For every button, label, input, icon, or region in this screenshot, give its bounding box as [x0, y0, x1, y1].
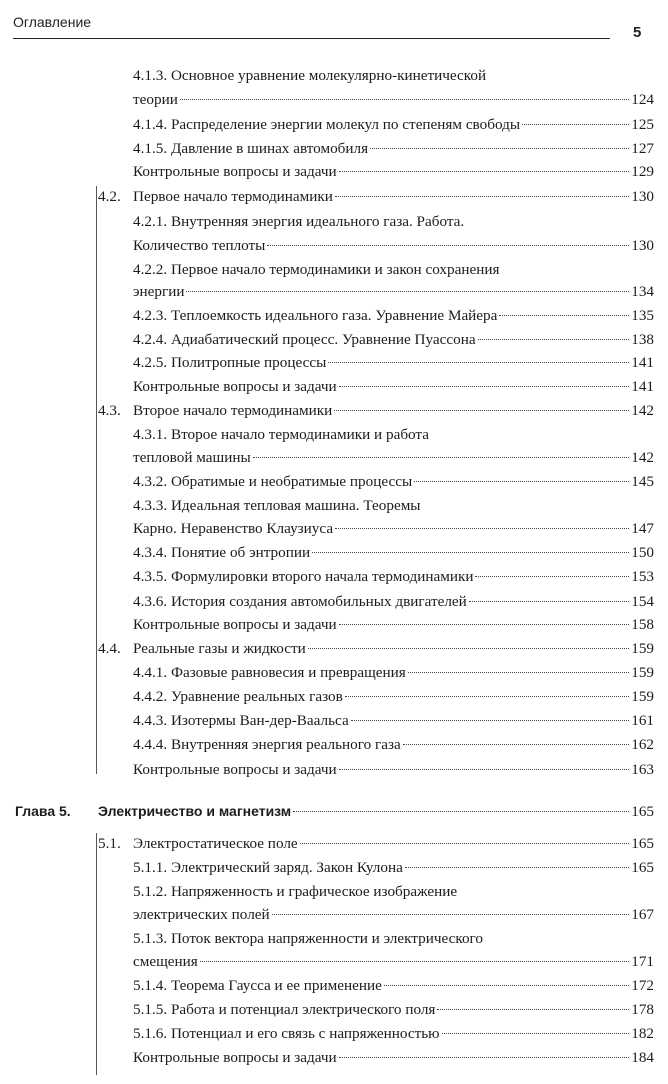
leader-dots	[334, 410, 629, 411]
toc-entry-title: Контрольные вопросы и задачи	[133, 378, 337, 395]
toc-entry-title: 4.4.4. Внутренняя энергия реального газа	[133, 736, 401, 753]
leader-dots	[339, 624, 630, 625]
toc-page: 167	[631, 906, 654, 923]
toc-page: 145	[631, 473, 654, 490]
toc-page: 162	[631, 736, 654, 753]
toc-entry[interactable]	[0, 304, 668, 328]
toc-section[interactable]	[0, 399, 668, 423]
toc-entry-title: Реальные газы и жидкости	[133, 640, 306, 657]
toc-section[interactable]	[0, 832, 668, 856]
toc-entry-title-line1: 4.2.2. Первое начало термодинамики и закон сохранения	[133, 261, 500, 278]
toc-page: 125	[631, 116, 654, 133]
toc-page: 129	[631, 163, 654, 180]
toc-entry[interactable]	[0, 758, 668, 782]
toc-entry-title: 4.3.5. Формулировки второго начала термодинамики	[133, 568, 474, 585]
toc-page: 178	[631, 1001, 654, 1018]
leader-dots	[335, 196, 629, 197]
toc-section-number: 4.4.	[98, 640, 121, 657]
toc-entry-title: 4.1.4. Распределение энергии молекул по степеням свободы	[133, 116, 521, 133]
toc-entry-title: Контрольные вопросы и задачи	[133, 761, 337, 778]
toc-page: 130	[631, 188, 654, 205]
toc-entry-title: электрических полей	[133, 906, 270, 923]
toc-entry-title: теории	[133, 91, 178, 108]
toc-chapter-number: Глава 5.	[15, 803, 71, 819]
leader-dots	[339, 171, 630, 172]
toc-page: 161	[631, 712, 654, 729]
toc-entry-title: Первое начало термодинамики	[133, 188, 333, 205]
leader-dots	[293, 811, 629, 812]
toc-page: 147	[631, 520, 654, 537]
toc-entry-line2[interactable]	[0, 903, 668, 927]
toc-entry[interactable]	[0, 613, 668, 637]
toc-section[interactable]	[0, 185, 668, 209]
toc-entry-line2[interactable]	[0, 446, 668, 470]
leader-dots	[186, 291, 629, 292]
toc-entry[interactable]	[0, 375, 668, 399]
toc-entry-line2[interactable]	[0, 517, 668, 541]
toc-page: 154	[631, 593, 654, 610]
toc-entry[interactable]	[0, 423, 668, 447]
toc-entry[interactable]	[0, 160, 668, 184]
toc-entry[interactable]	[0, 685, 668, 709]
toc-entry[interactable]	[0, 733, 668, 757]
toc-entry-title-line1: 4.3.3. Идеальная тепловая машина. Теоремы	[133, 497, 421, 514]
leader-dots	[267, 245, 629, 246]
toc-page: 163	[631, 761, 654, 778]
leader-dots	[300, 843, 630, 844]
toc-page: 150	[631, 544, 654, 561]
leader-dots	[180, 99, 629, 100]
toc-entry[interactable]	[0, 1022, 668, 1046]
toc-entry-title: Количество теплоты	[133, 237, 266, 254]
toc-page: 172	[631, 977, 654, 994]
toc-section-number: 4.2.	[98, 188, 121, 205]
leader-dots	[522, 124, 629, 125]
toc-page: 134	[631, 283, 654, 300]
leader-dots	[442, 1033, 630, 1034]
toc-entry-title: тепловой машины	[133, 449, 251, 466]
leader-dots	[312, 552, 629, 553]
leader-dots	[478, 339, 630, 340]
leader-dots	[335, 528, 629, 529]
toc-page: 142	[631, 449, 654, 466]
toc-entry-title: 4.4.2. Уравнение реальных газов	[133, 688, 343, 705]
leader-dots	[345, 696, 629, 697]
toc-entry-title: 4.4.1. Фазовые равновесия и превращения	[133, 664, 406, 681]
toc-section-number: 5.1.	[98, 835, 121, 852]
toc-entry-title: 4.2.3. Теплоемкость идеального газа. Уравнение Майера	[133, 307, 498, 324]
toc-entry-title: 4.3.4. Понятие об энтропии	[133, 544, 311, 561]
toc-page: 165	[631, 803, 654, 820]
leader-dots	[272, 914, 630, 915]
toc-entry[interactable]	[0, 565, 668, 589]
toc-entry[interactable]	[0, 113, 668, 137]
toc-entry[interactable]	[0, 974, 668, 998]
toc-entry[interactable]	[0, 709, 668, 733]
leader-dots	[351, 720, 630, 721]
leader-dots	[414, 481, 629, 482]
leader-dots	[308, 648, 629, 649]
toc-entry-title: Электростатическое поле	[133, 835, 298, 852]
leader-dots	[200, 961, 629, 962]
toc-page: 165	[631, 835, 654, 852]
toc-entry-title: Контрольные вопросы и задачи	[133, 1049, 337, 1066]
running-header	[13, 10, 610, 39]
toc-entry[interactable]	[0, 258, 668, 282]
toc-entry-title-line1: 4.3.1. Второе начало термодинамики и работа	[133, 426, 429, 443]
toc-entry[interactable]	[0, 856, 668, 880]
toc-page: 182	[631, 1025, 654, 1042]
toc-entry-title-line1: 4.2.1. Внутренняя энергия идеального газа. Работа.	[133, 213, 465, 230]
toc-entry[interactable]	[0, 494, 668, 518]
toc-entry-title: Карно. Неравенство Клаузиуса	[133, 520, 334, 537]
toc-entry-title-line1: 5.1.2. Напряженность и графическое изображение	[133, 883, 458, 900]
leader-dots	[339, 1057, 630, 1058]
toc-page: 184	[631, 1049, 654, 1066]
toc-entry-title: 4.1.5. Давление в шинах автомобиля	[133, 140, 369, 157]
toc-page: 141	[631, 354, 654, 371]
leader-dots	[339, 769, 630, 770]
toc-entry-title: 4.3.6. История создания автомобильных двигателей	[133, 593, 467, 610]
toc-entry[interactable]	[0, 998, 668, 1022]
toc-entry-title: 5.1.6. Потенциал и его связь с напряженностью	[133, 1025, 440, 1042]
toc-entry[interactable]	[0, 880, 668, 904]
toc-entry-title: 5.1.1. Электрический заряд. Закон Кулона	[133, 859, 403, 876]
leader-dots	[408, 672, 629, 673]
toc-entry[interactable]	[0, 661, 668, 685]
toc-page: 153	[631, 568, 654, 585]
leader-dots	[469, 601, 629, 602]
toc-page: 159	[631, 640, 654, 657]
toc-entry[interactable]	[0, 351, 668, 375]
toc-entry-title: энергии	[133, 283, 185, 300]
leader-dots	[499, 315, 629, 316]
toc-page: 159	[631, 664, 654, 681]
leader-dots	[384, 985, 629, 986]
toc-entry[interactable]	[0, 1046, 668, 1070]
toc-entry-line2[interactable]	[0, 88, 668, 112]
toc-section[interactable]	[0, 637, 668, 661]
toc-entry-title: 4.2.5. Политропные процессы	[133, 354, 327, 371]
toc-entry[interactable]	[0, 541, 668, 565]
toc-entry[interactable]	[0, 927, 668, 951]
toc-entry[interactable]	[0, 590, 668, 614]
toc-page: 138	[631, 331, 654, 348]
toc-entry-title: 4.2.4. Адиабатический процесс. Уравнение Пуассона	[133, 331, 476, 348]
page-number: 5	[633, 24, 642, 41]
toc-chapter[interactable]	[0, 799, 668, 823]
toc-entry[interactable]	[0, 137, 668, 161]
toc-page: 135	[631, 307, 654, 324]
toc-page: 165	[631, 859, 654, 876]
toc-entry-title: Контрольные вопросы и задачи	[133, 616, 337, 633]
toc-entry[interactable]	[0, 470, 668, 494]
leader-dots	[328, 362, 629, 363]
leader-dots	[405, 867, 629, 868]
toc-chapter-title: Электричество и магнетизм	[98, 803, 292, 819]
toc-entry-title: 5.1.5. Работа и потенциал электрического поля	[133, 1001, 436, 1018]
toc-page: 141	[631, 378, 654, 395]
leader-dots	[253, 457, 630, 458]
leader-dots	[437, 1009, 629, 1010]
toc-page: 124	[631, 91, 654, 108]
toc-entry-title: 4.3.2. Обратимые и необратимые процессы	[133, 473, 413, 490]
toc-entry-line2[interactable]	[0, 280, 668, 304]
toc-section-number: 4.3.	[98, 402, 121, 419]
leader-dots	[370, 148, 629, 149]
toc-entry-title-line1: 5.1.3. Поток вектора напряженности и электрического	[133, 930, 483, 947]
toc-entry-title-line1: 4.1.3. Основное уравнение молекулярно-кинетической	[133, 67, 487, 84]
toc-page: 171	[631, 953, 654, 970]
leader-dots	[475, 576, 629, 577]
toc-page: 159	[631, 688, 654, 705]
leader-dots	[403, 744, 630, 745]
header-title: Оглавление	[13, 14, 92, 30]
leader-dots	[339, 386, 630, 387]
toc-entry-title: Контрольные вопросы и задачи	[133, 163, 337, 180]
toc-page: 158	[631, 616, 654, 633]
toc-page: 130	[631, 237, 654, 254]
toc-entry[interactable]	[0, 64, 668, 88]
toc-entry[interactable]	[0, 210, 668, 234]
toc-entry-title: 5.1.4. Теорема Гаусса и ее применение	[133, 977, 382, 994]
toc-page: 142	[631, 402, 654, 419]
toc-entry-title: смещения	[133, 953, 198, 970]
toc-entry-title: 4.4.3. Изотермы Ван-дер-Ваальса	[133, 712, 349, 729]
toc-entry-title: Второе начало термодинамики	[133, 402, 333, 419]
toc-entry-line2[interactable]	[0, 950, 668, 974]
toc-entry[interactable]	[0, 328, 668, 352]
toc-entry-line2[interactable]	[0, 234, 668, 258]
toc-page: 127	[631, 140, 654, 157]
